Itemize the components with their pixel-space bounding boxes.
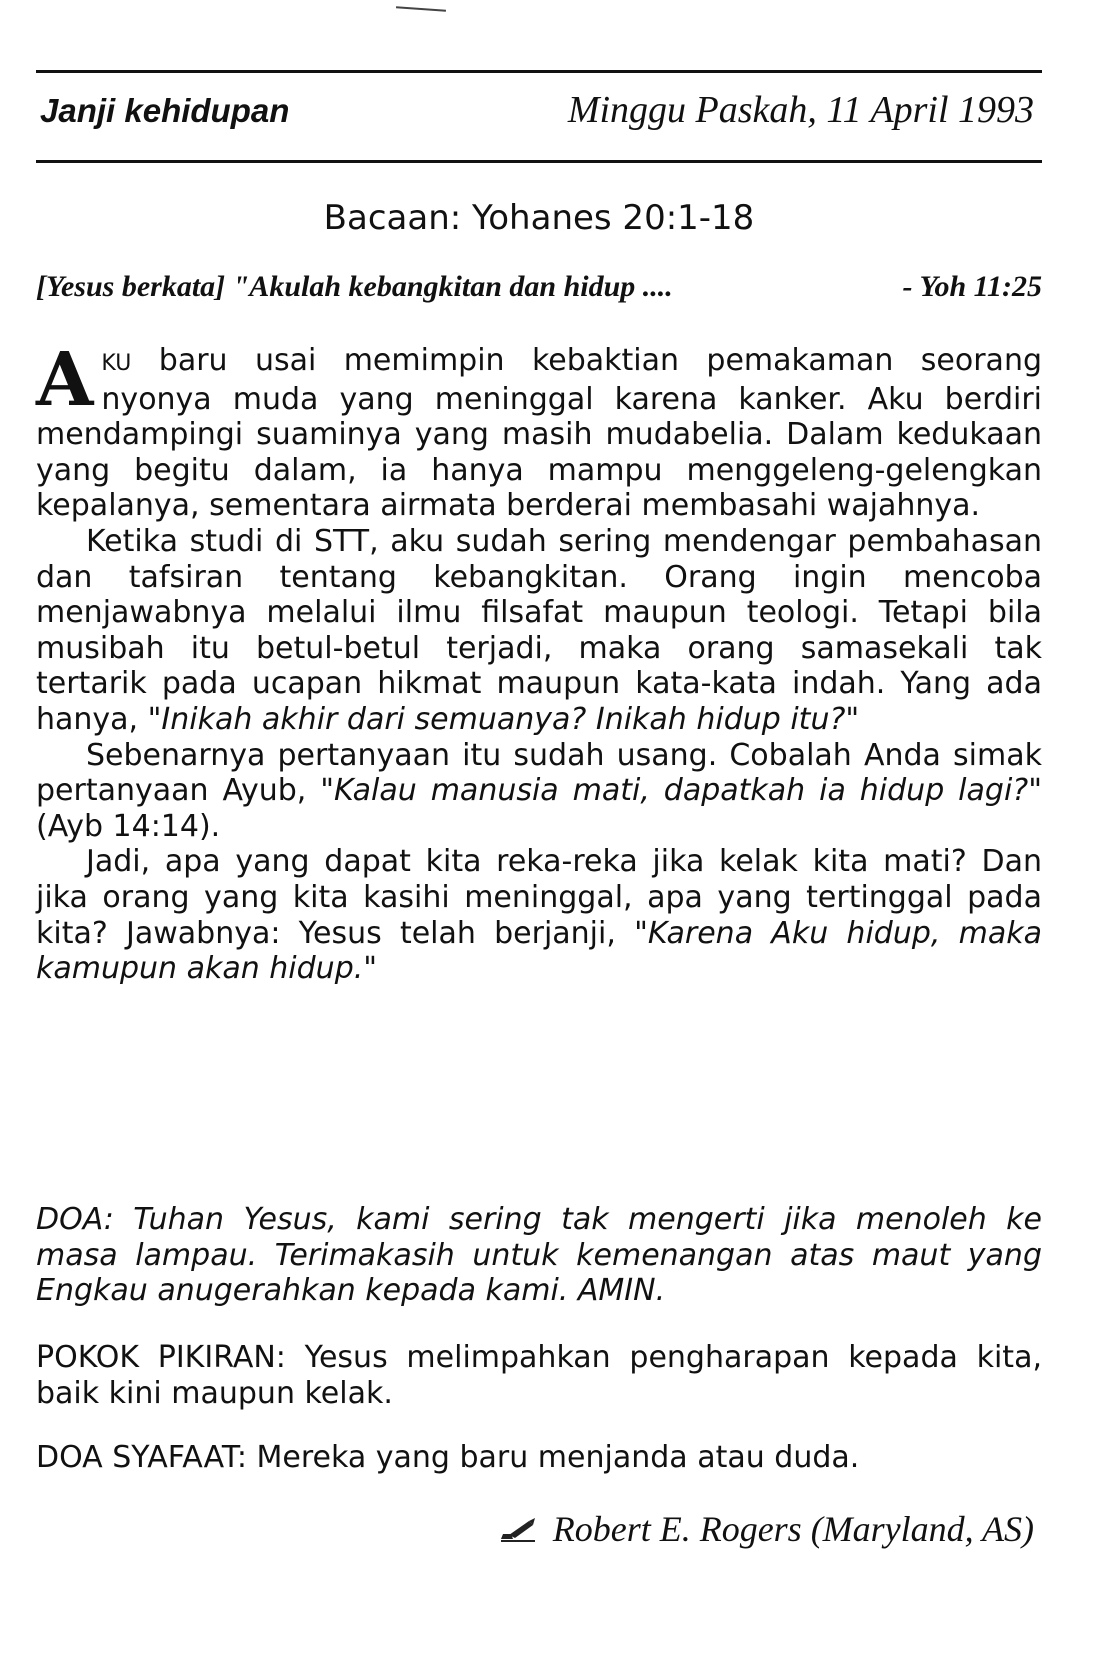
page-title: Janji kehidupan bbox=[40, 92, 290, 129]
key-thought: POKOK PIKIRAN: Yesus melimpahkan pengharapan kepada kita, baik kini maupun kelak. bbox=[36, 1340, 1042, 1411]
key-verse bbox=[36, 270, 1042, 304]
paragraph-4-quote: "Karena Aku hidup, maka kamupun akan hidup." bbox=[36, 915, 1042, 987]
key-verse-text: [Yesus berkata] "Akulah kebangkitan dan hidup .... bbox=[36, 270, 673, 303]
intercession: DOA SYAFAAT: Mereka yang baru menjanda atau duda. bbox=[36, 1440, 860, 1475]
bible-reading: Bacaan: Yohanes 20:1-18 bbox=[323, 198, 755, 238]
paragraph-1 bbox=[36, 337, 1042, 524]
scan-mark bbox=[396, 6, 446, 11]
paragraph-3 bbox=[36, 738, 1042, 845]
paragraph-3-quote: "Kalau manusia mati, dapatkah ia hidup lagi?" bbox=[320, 773, 1042, 809]
paragraph-4 bbox=[36, 844, 1042, 986]
author-line bbox=[499, 1508, 1034, 1550]
key-verse-reference: - Yoh 11:25 bbox=[902, 270, 1042, 303]
paragraph-3-ref: (Ayb 14:14). bbox=[36, 808, 221, 844]
author-name: Robert E. Rogers (Maryland, AS) bbox=[552, 1509, 1034, 1549]
header-rule-top bbox=[36, 70, 1042, 73]
small-caps-word: KU bbox=[101, 351, 132, 376]
header-rule-bottom bbox=[36, 160, 1042, 163]
paragraph-3-text: Sebenarnya pertanyaan itu sudah usang. Cobalah Anda simak pertanyaan Ayub, bbox=[36, 737, 1042, 809]
drop-cap: A bbox=[36, 337, 94, 423]
prayer: DOA: Tuhan Yesus, kami sering tak mengerti jika menoleh ke masa lampau. Terimakasih untuk kemenangan atas maut yang Engkau anugerahkan kepada kami. AMIN. bbox=[36, 1202, 1042, 1309]
devotional-body bbox=[36, 337, 1042, 987]
paragraph-2 bbox=[36, 524, 1042, 738]
paragraph-2-quote: "Inikah akhir dari semuanya? Inikah hidup itu?" bbox=[147, 701, 860, 737]
paragraph-1-text: baru usai memimpin kebaktian pemakaman seorang nyonya muda yang meninggal karena kanker. Aku berdiri mendampingi suaminya yang masih mudabelia. Dalam kedukaan yang begitu dalam, ia hanya mampu menggeleng-gelengkan kepalanya, sementara airmata berderai membasahi wajahnya. bbox=[36, 343, 1042, 524]
pen-hand-icon bbox=[499, 1517, 539, 1543]
page-date: Minggu Paskah, 11 April 1993 bbox=[567, 89, 1034, 131]
paragraph-4-text: Jadi, apa yang dapat kita reka-reka jika kelak kita mati? Dan jika orang yang kita kasihi meninggal, apa yang tertinggal pada kita? Jawabnya: Yesus telah berjanji, bbox=[36, 844, 1042, 951]
paragraph-2-text: Ketika studi di STT, aku sudah sering mendengar pembahasan dan tafsiran tentang kebangkitan. Orang ingin mencoba menjawabnya melalui ilmu filsafat maupun teologi. Tetapi bila musibah itu betul-betul terjadi, maka orang samasekali tak tertarik pada ucapan hikmat maupun kata-kata indah. Yang ada hanya, bbox=[36, 523, 1042, 737]
devotional-page bbox=[36, 0, 1042, 1680]
